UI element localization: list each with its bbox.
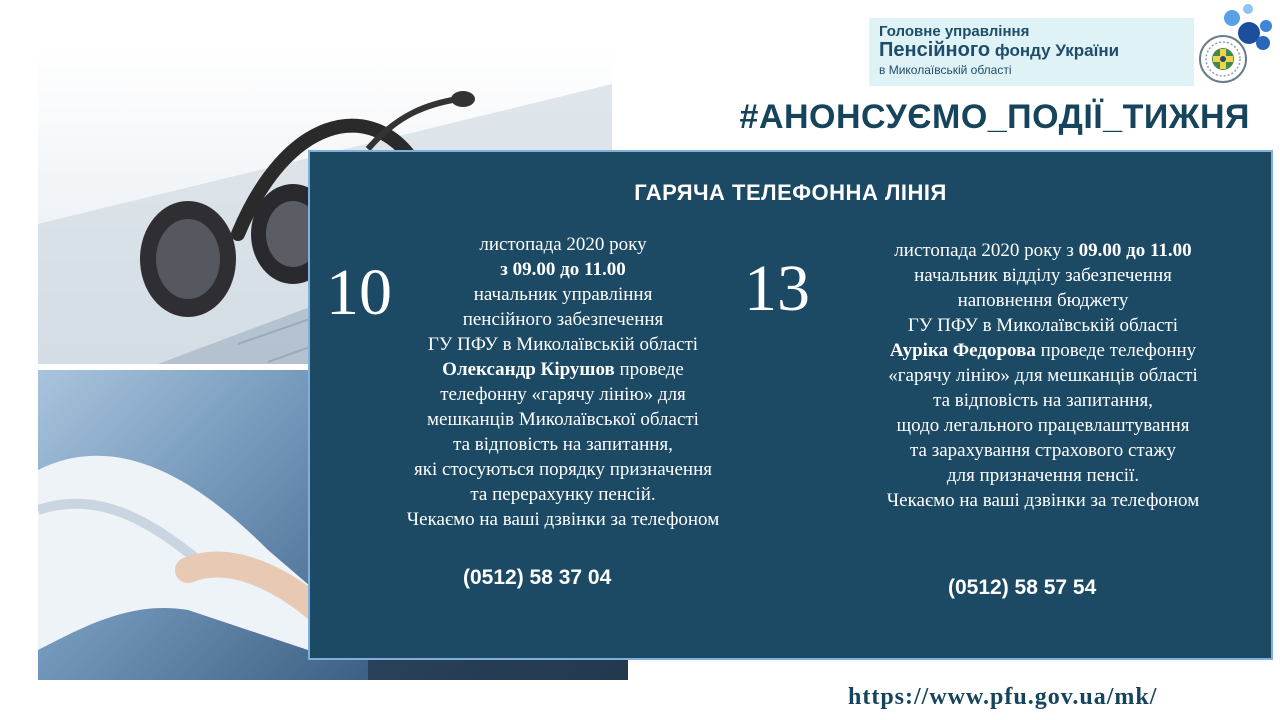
left-day-number: 10 xyxy=(326,256,392,329)
right-line-2: начальник відділу забезпечення xyxy=(914,265,1172,286)
left-line-12: Чекаємо на ваші дзвінки за телефоном xyxy=(406,509,720,530)
right-speaker-name: Ауріка Федорова xyxy=(889,340,1036,361)
left-line-10: які стосуються порядку призначення xyxy=(413,459,712,480)
left-line-4: пенсійного забезпечення xyxy=(462,309,664,330)
left-line-7: телефонну «гарячу лінію» для xyxy=(440,384,686,405)
left-line-5: ГУ ПФУ в Миколаївській області xyxy=(427,334,699,355)
right-line-4: ГУ ПФУ в Миколаївській області xyxy=(907,315,1179,336)
right-line-11: Чекаємо на ваші дзвінки за телефоном xyxy=(886,490,1200,511)
right-line-8: щодо легального працевлаштування xyxy=(896,415,1190,436)
right-name-line xyxy=(810,338,1276,363)
logo-line-1: Головне управління xyxy=(879,23,1030,40)
right-day-number: 13 xyxy=(744,252,810,325)
left-announcement xyxy=(332,232,794,532)
hashtag-heading: #АНОНСУЄМО_ПОДІЇ_ТИЖНЯ xyxy=(739,98,1250,136)
left-line-1: листопада 2020 року xyxy=(479,234,647,255)
left-name-line xyxy=(332,357,794,382)
card-title: ГАРЯЧА ТЕЛЕФОННА ЛІНІЯ xyxy=(634,180,947,205)
left-time: з 09.00 до 11.00 xyxy=(500,259,626,280)
left-speaker-name: Олександр Кірушов xyxy=(442,359,615,380)
logo-line-2a: Пенсійного xyxy=(879,39,991,61)
left-line-11: та перерахунку пенсій. xyxy=(470,484,656,505)
left-phone-number: (0512) 58 37 04 xyxy=(463,566,612,589)
decor-dot xyxy=(1256,36,1270,50)
logo-line-2 xyxy=(879,39,1119,62)
right-after-name: проведе телефонну xyxy=(1035,340,1197,361)
right-time: 09.00 до 11.00 xyxy=(1078,240,1192,261)
website-link[interactable]: https://www.pfu.gov.ua/mk/ xyxy=(848,684,1158,710)
left-line-8: мешканців Миколаївської області xyxy=(427,409,699,430)
right-line-3: наповнення бюджету xyxy=(957,290,1129,311)
left-line-9: та відповість на запитання, xyxy=(453,434,673,455)
left-after-name: проведе xyxy=(614,359,684,380)
right-date: листопада 2020 року з xyxy=(894,240,1079,261)
right-line-6: «гарячу лінію» для мешканців області xyxy=(888,365,1198,386)
right-line-10: для призначення пенсії. xyxy=(946,465,1140,486)
left-line-3: начальник управління xyxy=(473,284,653,305)
right-line-1 xyxy=(810,238,1276,263)
right-phone-number: (0512) 58 57 54 xyxy=(948,576,1097,599)
logo-line-2b: фонду України xyxy=(990,41,1120,60)
decor-dot xyxy=(1260,20,1272,32)
decor-dot xyxy=(1243,4,1253,14)
right-line-9: та зарахування страхового стажу xyxy=(910,440,1176,461)
decor-dot xyxy=(1224,10,1240,26)
pfu-emblem-icon xyxy=(1198,34,1248,84)
right-line-7: та відповість на запитання, xyxy=(933,390,1153,411)
right-announcement xyxy=(810,238,1276,513)
pfu-logo-block xyxy=(869,18,1194,86)
logo-line-3: в Миколаївській області xyxy=(879,63,1012,77)
hotline-card xyxy=(308,150,1273,660)
